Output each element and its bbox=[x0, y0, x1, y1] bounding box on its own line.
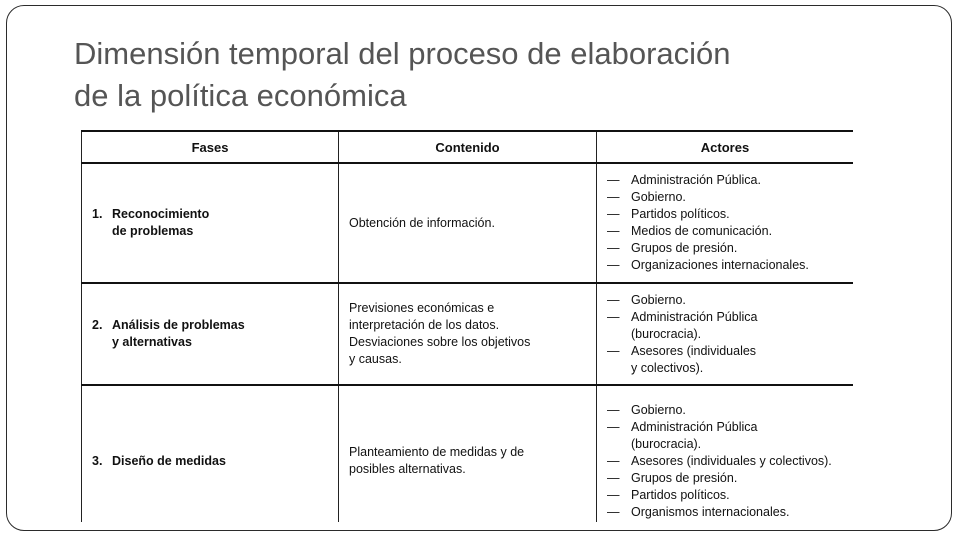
actor-text-line: Gobierno. bbox=[631, 292, 686, 307]
slide-title bbox=[74, 33, 894, 117]
phase-label bbox=[92, 206, 328, 240]
actor-text bbox=[631, 402, 686, 419]
actor-item bbox=[607, 257, 843, 274]
dash-bullet: — bbox=[607, 241, 620, 255]
actor-text-line: Organizaciones internacionales. bbox=[631, 258, 809, 272]
actor-text bbox=[631, 206, 730, 223]
actor-text-line: Partidos políticos. bbox=[631, 487, 730, 502]
actors-cell bbox=[597, 163, 854, 283]
actor-text bbox=[631, 453, 832, 470]
phase-label bbox=[92, 453, 328, 470]
phase-name-line: de problemas bbox=[112, 224, 194, 238]
table-header-row bbox=[82, 131, 854, 163]
actors-list bbox=[607, 172, 843, 274]
actor-item bbox=[607, 453, 843, 470]
dash-bullet: — bbox=[607, 258, 620, 272]
dash-bullet: — bbox=[607, 292, 620, 307]
phase-name bbox=[112, 317, 245, 351]
dash-bullet: — bbox=[607, 470, 620, 485]
actor-text bbox=[631, 257, 809, 274]
content-cell bbox=[339, 163, 597, 283]
actor-text-line: Grupos de presión. bbox=[631, 241, 738, 255]
phase-number: 2. bbox=[92, 318, 103, 332]
content-line: posibles alternativas. bbox=[349, 462, 466, 476]
table-row bbox=[82, 385, 854, 522]
content-text bbox=[349, 300, 586, 368]
dash-bullet: — bbox=[607, 224, 620, 238]
phase-name-line: Análisis de problemas bbox=[112, 318, 245, 332]
actor-text bbox=[631, 504, 789, 521]
actor-text-line: Administración Pública. bbox=[631, 173, 761, 187]
dash-bullet: — bbox=[607, 190, 620, 204]
actor-item bbox=[607, 402, 843, 419]
actor-text-line: (burocracia). bbox=[631, 326, 702, 341]
actor-item bbox=[607, 343, 843, 377]
actor-text-line: Gobierno. bbox=[631, 402, 686, 417]
phase-cell bbox=[82, 283, 339, 385]
actor-text-line: Organismos internacionales. bbox=[631, 504, 790, 519]
content-text bbox=[349, 444, 586, 478]
actor-text-line: Medios de comunicación. bbox=[631, 224, 773, 238]
actor-text bbox=[631, 172, 761, 189]
actor-text bbox=[631, 470, 737, 487]
actor-text bbox=[631, 487, 730, 504]
content-line: Obtención de información. bbox=[349, 215, 495, 230]
phase-name-line: Reconocimiento bbox=[112, 207, 210, 221]
actor-text bbox=[631, 419, 757, 453]
actor-item bbox=[607, 504, 843, 521]
actor-text-line: Gobierno. bbox=[631, 190, 686, 204]
phase-cell bbox=[82, 163, 339, 283]
phase-cell bbox=[82, 385, 339, 522]
actor-item bbox=[607, 189, 843, 206]
content-line: interpretación de los datos. bbox=[349, 318, 500, 332]
actor-text bbox=[631, 223, 772, 240]
dash-bullet: — bbox=[607, 453, 620, 468]
actor-text-line: Partidos políticos. bbox=[631, 207, 730, 221]
phase-label bbox=[92, 317, 328, 351]
dash-bullet: — bbox=[607, 173, 620, 187]
actor-text-line: Asesores (individuales y colectivos). bbox=[631, 453, 832, 468]
phase-name bbox=[112, 453, 226, 470]
content-line: y causas. bbox=[349, 352, 402, 366]
dash-bullet: — bbox=[607, 504, 620, 519]
actor-text bbox=[631, 309, 757, 343]
actor-text-line: Grupos de presión. bbox=[631, 470, 738, 485]
actors-cell bbox=[597, 283, 854, 385]
actor-item bbox=[607, 419, 843, 453]
table-row bbox=[82, 283, 854, 385]
actor-item bbox=[607, 206, 843, 223]
actor-item bbox=[607, 240, 843, 257]
phases-table-container bbox=[81, 130, 853, 522]
content-line: Previsiones económicas e bbox=[349, 301, 495, 315]
dash-bullet: — bbox=[607, 207, 620, 221]
phases-table bbox=[81, 130, 853, 522]
content-line: Desviaciones sobre los objetivos bbox=[349, 335, 531, 349]
dash-bullet: — bbox=[607, 343, 620, 358]
header-contenido: Contenido bbox=[339, 131, 597, 163]
title-line-2: de la política económica bbox=[74, 78, 407, 113]
actors-cell bbox=[597, 385, 854, 522]
actors-list bbox=[607, 402, 843, 521]
actor-text bbox=[631, 240, 737, 257]
actor-text-line: (burocracia). bbox=[631, 436, 702, 451]
actor-item bbox=[607, 172, 843, 189]
actor-text-line: Administración Pública bbox=[631, 309, 758, 324]
actor-text bbox=[631, 343, 756, 377]
actor-item bbox=[607, 292, 843, 309]
actor-item bbox=[607, 487, 843, 504]
content-cell bbox=[339, 283, 597, 385]
phase-name-line: Diseño de medidas bbox=[112, 453, 226, 468]
actor-text-line: Administración Pública bbox=[631, 419, 758, 434]
content-line: Planteamiento de medidas y de bbox=[349, 445, 525, 459]
content-cell bbox=[339, 385, 597, 522]
actor-text bbox=[631, 292, 686, 309]
header-fases: Fases bbox=[82, 131, 339, 163]
actors-list bbox=[607, 292, 843, 377]
content-text bbox=[349, 215, 586, 232]
actor-item bbox=[607, 309, 843, 343]
actor-text-line: y colectivos). bbox=[631, 360, 704, 375]
phase-number: 1. bbox=[92, 207, 103, 221]
dash-bullet: — bbox=[607, 419, 620, 434]
header-actores: Actores bbox=[597, 131, 854, 163]
title-line-1: Dimensión temporal del proceso de elaboración bbox=[74, 36, 731, 71]
phase-name bbox=[112, 206, 209, 240]
actor-text-line: Asesores (individuales bbox=[631, 343, 757, 358]
table-row bbox=[82, 163, 854, 283]
actor-item bbox=[607, 223, 843, 240]
dash-bullet: — bbox=[607, 487, 620, 502]
dash-bullet: — bbox=[607, 402, 620, 417]
actor-text bbox=[631, 189, 686, 206]
actor-item bbox=[607, 470, 843, 487]
phase-number: 3. bbox=[92, 453, 103, 468]
dash-bullet: — bbox=[607, 309, 620, 324]
phase-name-line: y alternativas bbox=[112, 335, 192, 349]
